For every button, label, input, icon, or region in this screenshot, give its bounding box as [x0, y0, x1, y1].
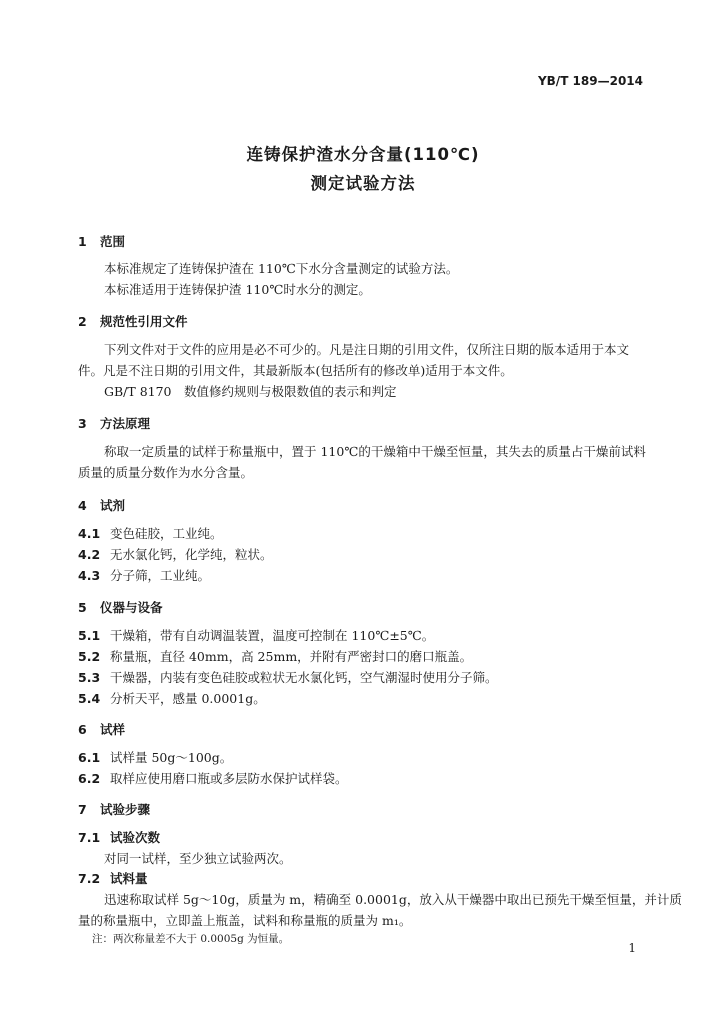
- section-2-paragraph-line1: 下列文件对于文件的应用是必不可少的。凡是注日期的引用文件，仅所注日期的版本适用于本文: [104, 342, 630, 357]
- section-title: 试样: [100, 722, 126, 737]
- page-number: 1: [628, 941, 636, 955]
- section-title: 试验步骤: [100, 802, 151, 817]
- section-6-heading: [78, 720, 125, 738]
- item-number: 4.3: [78, 568, 101, 583]
- section-title: 方法原理: [100, 416, 151, 431]
- section-title: 规范性引用文件: [100, 314, 188, 329]
- item-number: 5.1: [78, 628, 101, 643]
- section-number: 3: [78, 416, 87, 431]
- item-text: 无水氯化钙，化学纯，粒状。: [110, 547, 273, 562]
- list-item: [78, 769, 348, 787]
- item-number: 7.1: [78, 830, 101, 845]
- item-number: 7.2: [78, 871, 101, 886]
- list-item: [78, 545, 273, 563]
- document-title-line1: 连铸保护渣水分含量(110℃): [246, 145, 480, 164]
- section-5-heading: [78, 598, 163, 616]
- section-1-heading: [78, 232, 125, 250]
- item-text: 取样应使用磨口瓶或多层防水保护试样袋。: [110, 771, 348, 786]
- section-2-paragraph-line2: 件。凡是不注日期的引用文件，其最新版本(包括所有的修改单)适用于本文件。: [78, 363, 513, 378]
- subsection-title: 试料量: [110, 871, 148, 886]
- item-number: 4.2: [78, 547, 101, 562]
- subsection-7-2-line1: 迅速称取试样 5g～10g，质量为 m，精确至 0.0001g，放入从干燥器中取出已预先干燥至恒量，并计质: [104, 892, 682, 907]
- subsection-7-2-line2: 量的称量瓶中，立即盖上瓶盖，试料和称量瓶的质量为 m₁。: [78, 913, 412, 928]
- item-number: 6.2: [78, 771, 101, 786]
- item-text: 称量瓶，直径 40mm，高 25mm，并附有严密封口的磨口瓶盖。: [110, 649, 473, 664]
- section-1-paragraph-2: 本标准适用于连铸保护渣 110℃时水分的测定。: [104, 282, 371, 297]
- section-number: 7: [78, 802, 87, 817]
- section-number: 5: [78, 600, 87, 615]
- subsection-7-1-heading: [78, 828, 160, 846]
- item-text: 分子筛，工业纯。: [110, 568, 211, 583]
- list-item: [78, 748, 232, 766]
- list-item: [78, 524, 223, 542]
- item-text: 分析天平，感量 0.0001g。: [110, 691, 266, 706]
- subsection-7-1-text: 对同一试样，至少独立试验两次。: [104, 851, 292, 866]
- list-item: [78, 668, 498, 686]
- item-text: 干燥器，内装有变色硅胶或粒状无水氯化钙，空气潮湿时使用分子筛。: [110, 670, 498, 685]
- section-2-heading: [78, 312, 188, 330]
- item-number: 5.3: [78, 670, 101, 685]
- section-number: 2: [78, 314, 87, 329]
- list-item: [78, 626, 434, 644]
- list-item: [78, 689, 266, 707]
- section-7-heading: [78, 800, 150, 818]
- section-3-paragraph-line1: 称取一定质量的试样于称量瓶中，置于 110℃的干燥箱中干燥至恒量，其失去的质量占干燥前试料: [104, 444, 646, 459]
- section-4-heading: [78, 496, 125, 514]
- item-number: 5.2: [78, 649, 101, 664]
- section-number: 4: [78, 498, 87, 513]
- section-title: 仪器与设备: [100, 600, 163, 615]
- item-number: 4.1: [78, 526, 101, 541]
- document-title-line2: 测定试验方法: [310, 174, 416, 193]
- section-number: 1: [78, 234, 87, 249]
- section-title: 范围: [100, 234, 126, 249]
- item-number: 5.4: [78, 691, 101, 706]
- item-text: 干燥箱，带有自动调温装置，温度可控制在 110℃±5℃。: [110, 628, 435, 643]
- section-number: 6: [78, 722, 87, 737]
- subsection-title: 试验次数: [110, 830, 161, 845]
- item-number: 6.1: [78, 750, 101, 765]
- section-1-paragraph-1: 本标准规定了连铸保护渣在 110℃下水分含量测定的试验方法。: [104, 261, 459, 276]
- item-text: 试样量 50g～100g。: [110, 750, 233, 765]
- note: 注：两次称量差不大于 0.0005g 为恒量。: [92, 933, 290, 945]
- normative-reference: GB/T 8170 数值修约规则与极限数值的表示和判定: [104, 384, 397, 399]
- subsection-7-2-heading: [78, 869, 148, 887]
- section-3-heading: [78, 414, 150, 432]
- list-item: [78, 566, 210, 584]
- item-text: 变色硅胶，工业纯。: [110, 526, 223, 541]
- standard-number: YB/T 189—2014: [537, 74, 643, 88]
- section-3-paragraph-line2: 质量的质量分数作为水分含量。: [78, 465, 254, 480]
- list-item: [78, 647, 472, 665]
- section-title: 试剂: [100, 498, 126, 513]
